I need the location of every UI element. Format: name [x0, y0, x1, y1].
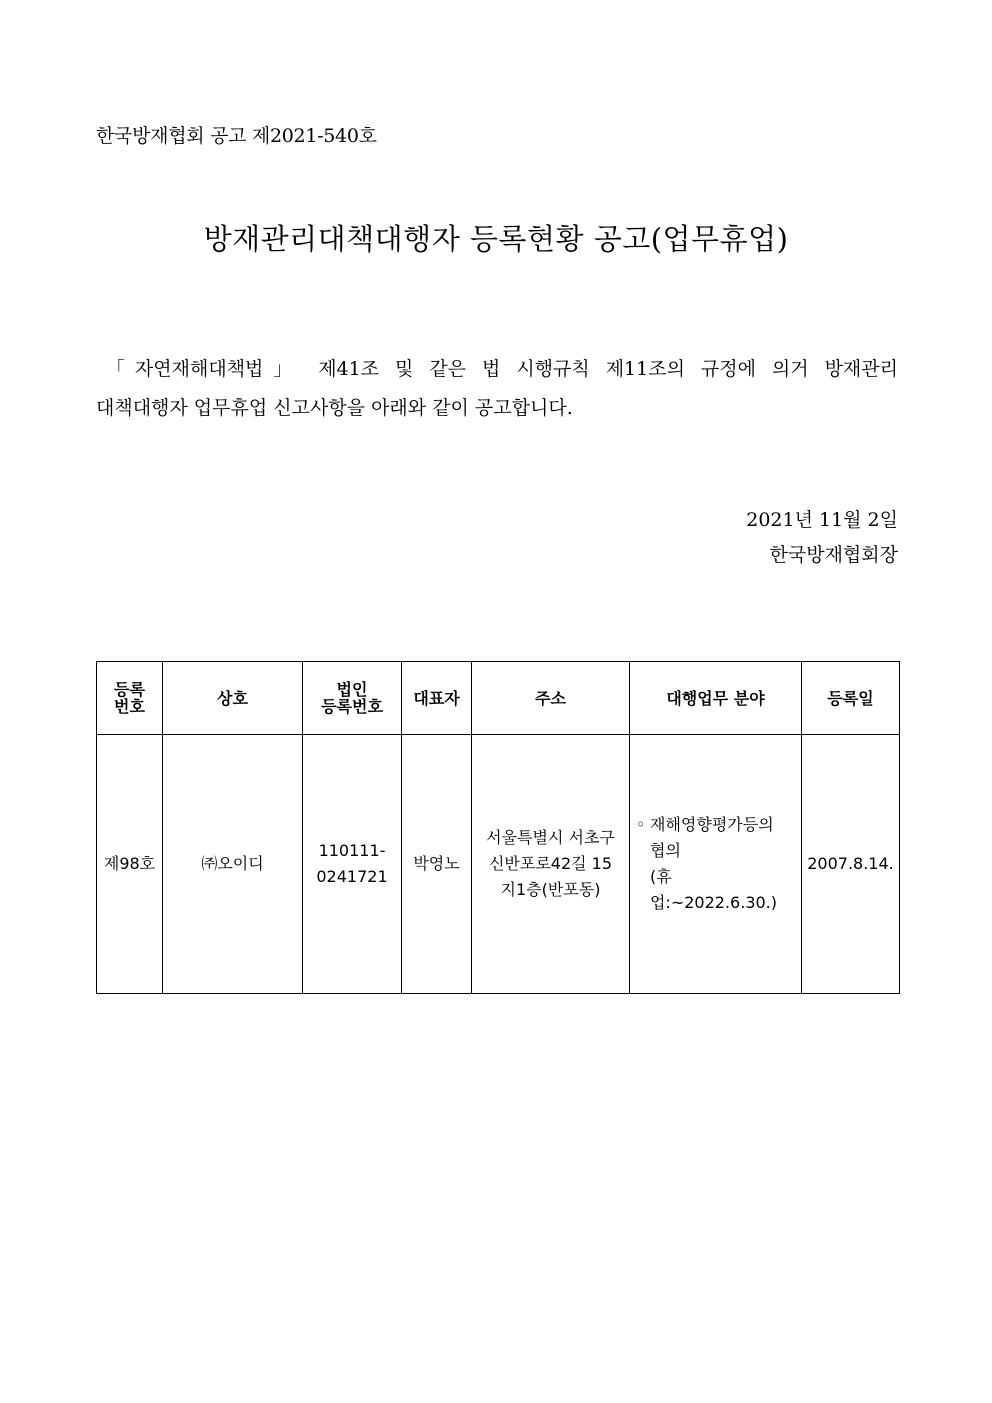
cell-field-text-3: (휴업:~2022.6.30.) [650, 867, 778, 912]
cell-address-line-2: 신반포로42길 15 [488, 854, 613, 873]
header-reg-no-line-1: 등록 [114, 680, 145, 699]
cell-field-text-1: 재해영향평가등의 [650, 815, 774, 834]
notice-number: 한국방재협회 공고 제2021-540호 [96, 125, 377, 147]
cell-ceo: 박영노 [402, 735, 472, 994]
cell-field [630, 735, 802, 994]
header-corp-reg [303, 662, 402, 735]
header-ceo: 대표자 [402, 662, 472, 735]
header-field: 대행업무 분야 [630, 662, 802, 735]
cell-reg-date: 2007.8.14. [802, 735, 900, 994]
header-address: 주소 [472, 662, 630, 735]
registry-table [96, 661, 900, 994]
notice-body [96, 350, 898, 428]
header-reg-date: 등록일 [802, 662, 900, 735]
cell-address-line-3: 지1층(반포동) [500, 880, 601, 899]
header-company: 상호 [163, 662, 303, 735]
cell-field-line-1 [636, 812, 798, 838]
cell-field-text-2: 협의 [650, 841, 681, 860]
cell-company: ㈜오이디 [163, 735, 303, 994]
cell-address-line-1: 서울특별시 서초구 [486, 828, 615, 847]
table-header-row [97, 662, 900, 735]
header-corp-reg-line-2: 등록번호 [321, 697, 383, 716]
header-corp-reg-line-1: 법인 [336, 680, 368, 699]
bullet-mark: ◦ [636, 815, 646, 834]
cell-address [472, 735, 630, 994]
cell-corp-reg-line-2: 0241721 [316, 867, 388, 886]
signer-name: 한국방재협회장 [769, 544, 898, 566]
notice-date: 2021년 11월 2일 [746, 509, 898, 531]
document-title: 방재관리대책대행자 등록현황 공고(업무휴업) [203, 222, 789, 256]
cell-corp-reg [303, 735, 402, 994]
table-row [97, 735, 900, 994]
body-line-2: 대책대행자 업무휴업 신고사항을 아래와 같이 공고합니다. [96, 397, 573, 419]
body-line-1: 「자연재해대책법」 제41조 및 같은 법 시행규칙 제11조의 규정에 의거 방재관리 [106, 358, 898, 380]
header-reg-no [97, 662, 163, 735]
header-reg-no-line-2: 번호 [114, 697, 145, 716]
cell-corp-reg-line-1: 110111- [318, 841, 386, 860]
cell-reg-no: 제98호 [97, 735, 163, 994]
